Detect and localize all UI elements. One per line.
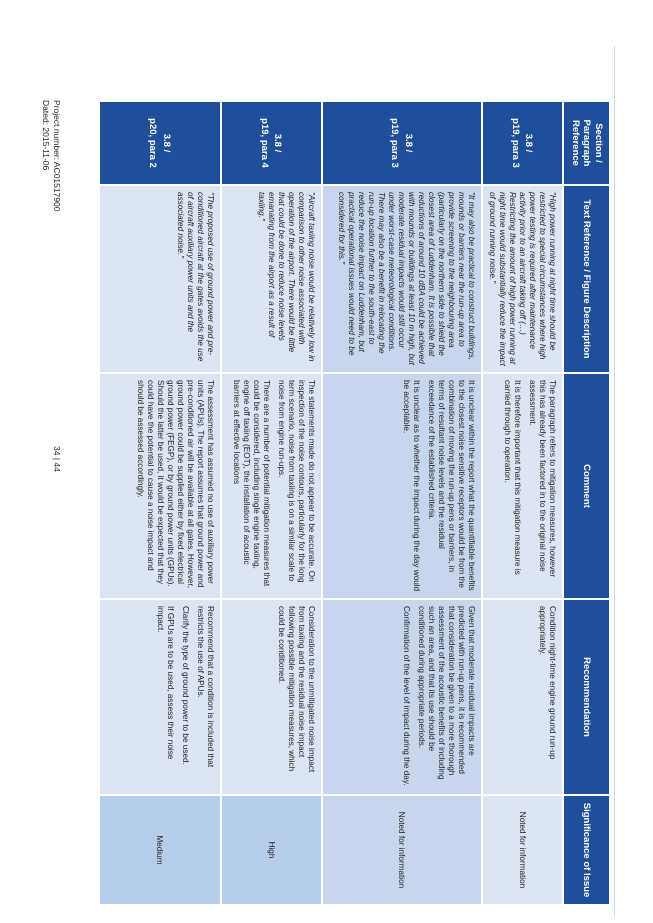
significance-cell: High: [221, 795, 322, 905]
comment-paragraph: The statements made do not appear to be accurate. On inspection of the noise contours, particularly for the long term scenario, noise from taxiing is on a similar scale to noise from engine run-ups.: [277, 380, 316, 583]
section-ref-cell: [221, 101, 322, 185]
section-ref-paragraph: p19, para 4: [259, 118, 270, 168]
assessment-table-container: [101, 100, 609, 904]
header-recommendation: Recommendation: [563, 599, 609, 795]
project-info: [41, 100, 62, 212]
header-section: Section / Paragraph Reference: [563, 101, 609, 185]
header-row: [563, 101, 609, 905]
section-ref-cell: [322, 101, 482, 185]
comment-paragraph: It is unclear within the report what the quantifiable benefits to the closest noise sensitive receptors would be from the combination of moving the run-up pens or barriers, in terms of resultant noise levels and the residual exceedance of the established criteria.: [427, 380, 476, 591]
comment-paragraph: The paragraph refers to mitigation measures, however this has already been factored in to the original noise assessment.: [528, 380, 557, 578]
recommendation-paragraph: If GPUs are to be used, assess their noise impact.: [156, 606, 175, 760]
comment-paragraph: The assessment has assumed no use of auxiliary power units (APUs). The report assumes that ground power and pre-conditioned air will be available at all gates. However, ground power could be supplied either by fixed electrical ground power (FEGP), or by ground power units (GPUs). Should the latter be used, it would be expected that they could have the potential to cause a noise impact and should be assessed accordingly.: [136, 380, 215, 588]
section-ref-cell: [99, 101, 221, 185]
comment-cell: [482, 373, 563, 599]
project-number: Project number: AC01517900: [52, 100, 62, 212]
recommendation-paragraph: Consideration to the unmitigated noise impact from taxiing and the residual noise impact following possible mitigation measures, which could be conditioned.: [277, 606, 316, 773]
comment-cell: [221, 373, 322, 599]
comment-paragraph: There are a number of potential mitigation measures that could be considered, including single engine taxiing, engine off taxiing (EOT), the installation of acoustic barriers at effective locations: [232, 380, 271, 587]
comment-cell: [99, 373, 221, 599]
text-reference-cell: "It may also be practical to construct buildings, mounds or barriers near the run-up area to provide screening to the neighbouring area (particularly on the northern side to shield the closest area of Luddenham. It is possible that reductions of around 10 dBA could be achieved with mounds or buildings at least 10 m high, but moderate residual impacts would still occur under worst-case meteorological conditions. There may also be a benefit in relocating the run-up location further to the south-east to reduce the noise impact on Luddenham, but practical operational issues would need to be considered for this.": [322, 185, 482, 373]
significance-cell: Noted for information: [322, 795, 482, 905]
recommendation-cell: [99, 599, 221, 795]
recommendation-cell: [322, 599, 482, 795]
header-significance: Significance of Issue: [563, 795, 609, 905]
margin-rule: [614, 46, 615, 916]
comment-cell: [322, 373, 482, 599]
header-text-reference: Text Reference / Figure Description: [563, 185, 609, 373]
section-ref-number: 3.8 /: [272, 133, 284, 153]
comment-paragraph: It is therefore important that this mitigation measure is carried through to operation.: [503, 380, 522, 575]
table-row: [221, 101, 322, 905]
significance-cell: Noted for information: [482, 795, 563, 905]
text-reference-cell: "Aircraft taxiing noise would be relatively low in comparison to other noise associated with operation of the airport. There would be little that could be done to reduce noise levels emanating from the airport as a result of taxiing.": [221, 185, 322, 373]
section-ref-cell: [482, 101, 563, 185]
section-ref-paragraph: p20, para 2: [147, 118, 159, 168]
recommendation-cell: [221, 599, 322, 795]
recommendation-paragraph: Given that moderate residual impacts are predicted with run-up pens, it is recommended that consideration be given to a more thorough assessment of the acoustic benefits of including such an area, and that its use should be conditioned during appropriate periods.: [417, 606, 476, 780]
section-ref-paragraph: p19, para 3: [510, 118, 521, 168]
recommendation-paragraph: Confirmation of the level of impact during the day.: [402, 606, 411, 786]
recommendation-paragraph: Clarify the type of ground power to be used.: [181, 606, 190, 765]
page-number: 34 | 44: [52, 446, 62, 472]
table-row: [99, 101, 221, 905]
section-ref-paragraph: p19, para 3: [389, 118, 401, 168]
recommendation-paragraph: Recommend that a condition is included that restricts the use of APUs.: [196, 606, 215, 768]
comment-paragraph: It is unclear as to whether the impact during the day would be acceptable.: [402, 380, 421, 592]
section-ref-number: 3.8 /: [402, 133, 414, 153]
text-reference-cell: "High power running at night time should be restricted to special circumstances where high power testing is required after maintenance activity prior to an aircraft taking off (…) Restricting the amount of high power running at night time would substantially reduce the impact of ground running noise.": [482, 185, 563, 373]
assessment-table: [98, 100, 609, 906]
table-row: [322, 101, 482, 905]
header-comment: Comment: [563, 373, 609, 599]
text-reference-cell: "The proposed use of ground power and pre-conditioned aircraft at the gates avoids the use of aircraft auxiliary power units and the associated noise.": [99, 185, 221, 373]
section-ref-number: 3.8 /: [523, 133, 535, 153]
significance-cell: Medium: [99, 795, 221, 905]
recommendation-cell: [482, 599, 563, 795]
table-row: [482, 101, 563, 905]
recommendation-paragraph: Condition night-time engine ground run-up appropriately.: [538, 606, 557, 760]
date-stamp: Dated: 2015-11-06: [41, 100, 52, 171]
section-ref-number: 3.8 /: [160, 133, 172, 153]
